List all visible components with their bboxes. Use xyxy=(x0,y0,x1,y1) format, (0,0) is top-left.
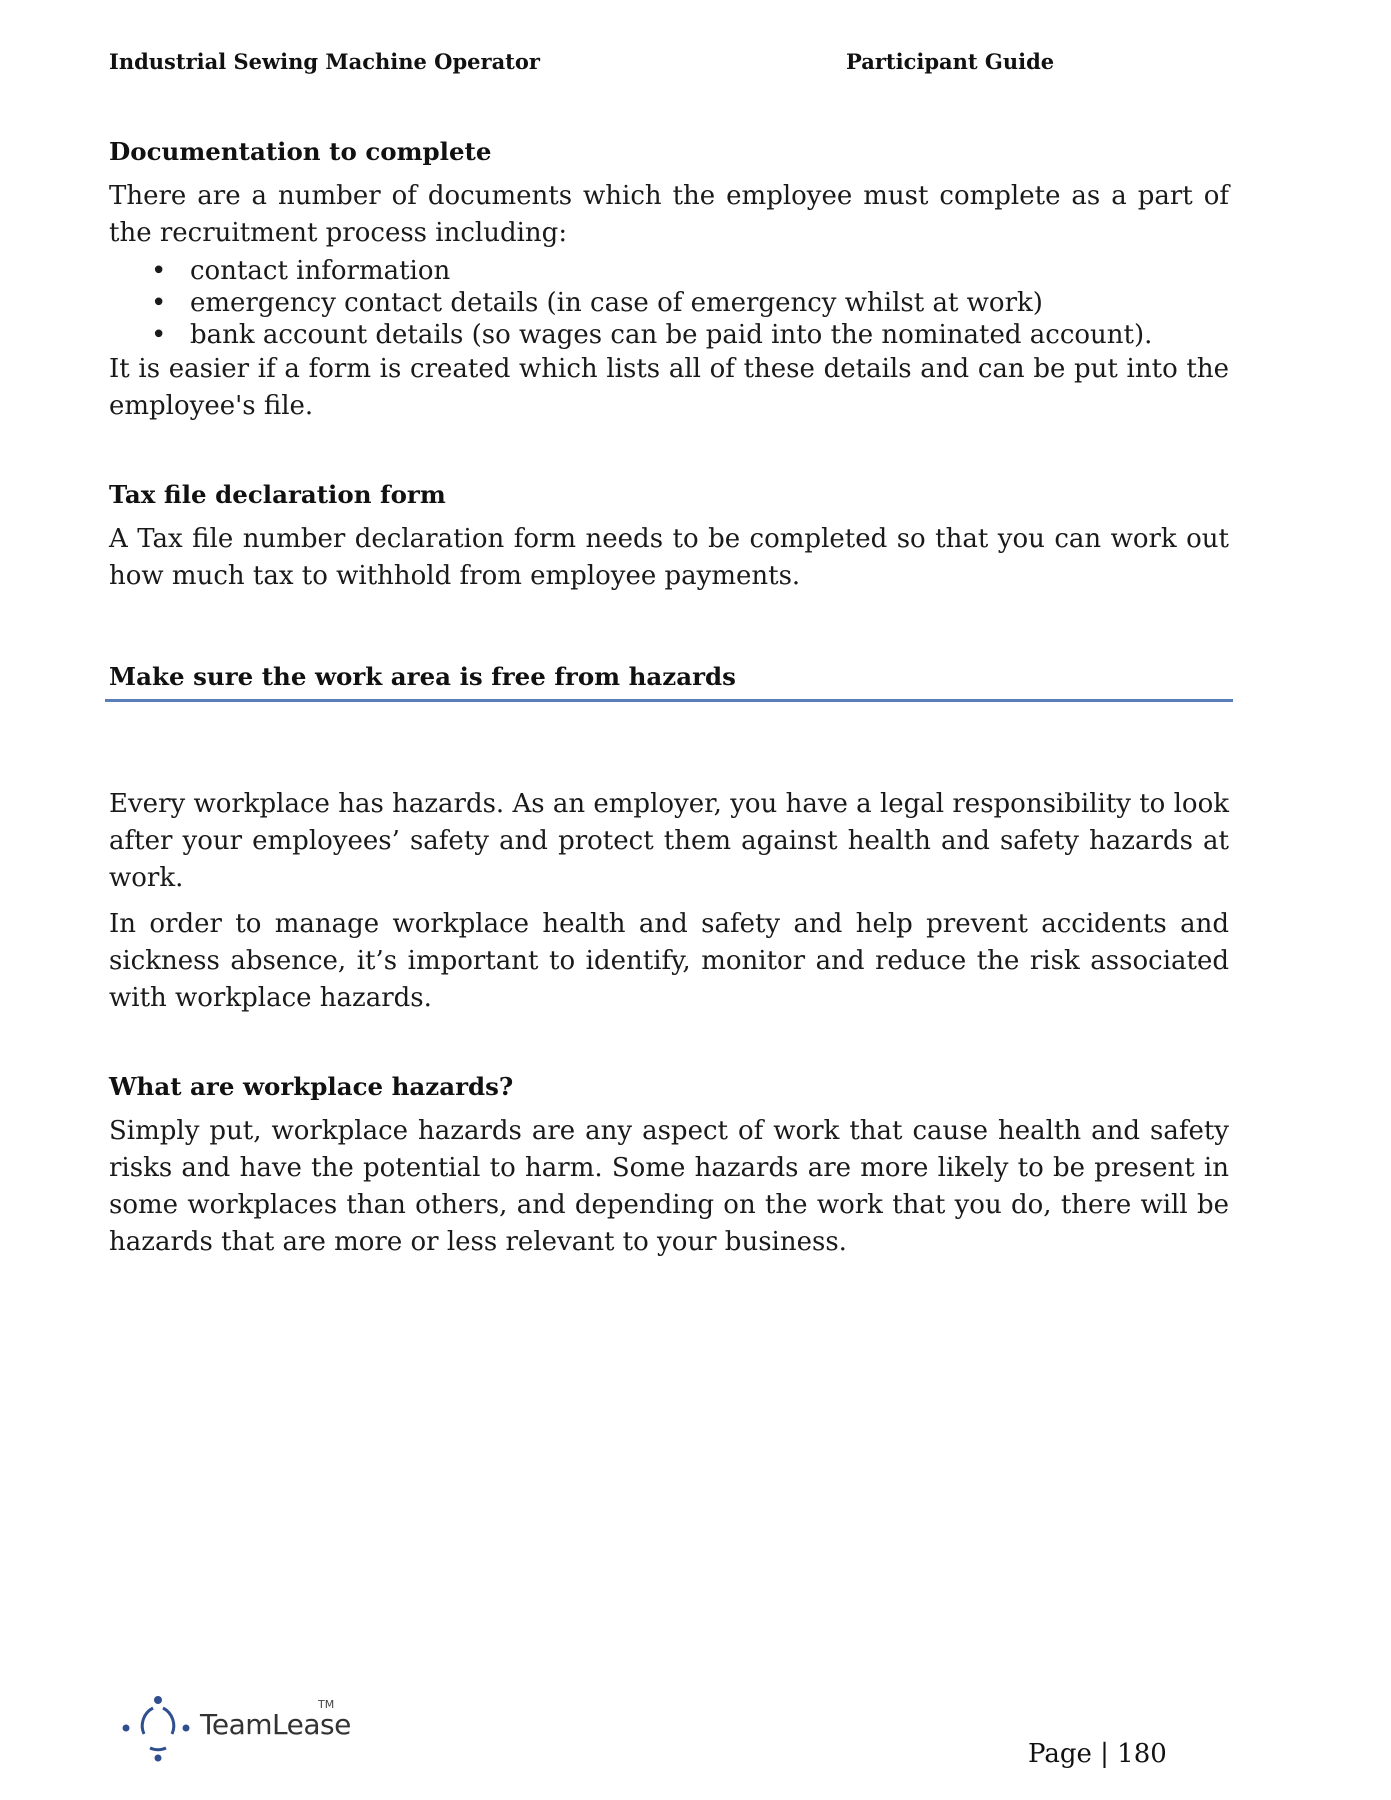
paragraph: Simply put, workplace hazards are any aspect of work that cause health and safety risks and have the potential to harm. Some hazards are more likely to be present in some workplaces than others, and depending on the work that you do, there will be hazards that are more or less relevant to your business. xyxy=(109,1116,1229,1257)
running-header-title: Industrial Sewing Machine Operator xyxy=(109,49,540,74)
section-title: Tax file declaration form xyxy=(109,480,446,509)
running-header-guide: Participant Guide xyxy=(846,49,1055,74)
section-divider xyxy=(105,699,1233,702)
paragraph: In order to manage workplace health and safety and help prevent accidents and sickness absence, it’s important to identify, monitor and reduce the risk associated with workplace hazards. xyxy=(109,909,1229,1013)
paragraph: Every workplace has hazards. As an employer, you have a legal responsibility to look after your employees’ safety and protect them against health and safety hazards at work. xyxy=(109,789,1229,893)
page-number: Page | 180 xyxy=(1028,1739,1167,1769)
list-item: • contact information xyxy=(109,255,1229,287)
page-content xyxy=(109,136,1229,1270)
section-documentation xyxy=(109,136,1229,425)
list-item: • bank account details (so wages can be paid into the nominated account). xyxy=(109,319,1229,351)
logo-mark-icon xyxy=(120,1690,196,1770)
paragraph: It is easier if a form is created which lists all of these details and can be put into the employee's file. xyxy=(109,354,1229,421)
section-what-hazards xyxy=(109,1071,1229,1261)
section-title: Make sure the work area is free from hazards xyxy=(109,662,736,691)
section-tax xyxy=(109,479,1229,595)
section-title: Documentation to complete xyxy=(109,137,492,166)
logo-text: TeamLease xyxy=(200,1708,351,1741)
paragraph: There are a number of documents which the employee must complete as a part of the recruitment process including: xyxy=(109,181,1229,248)
paragraph: A Tax file number declaration form needs to be completed so that you can work out how much tax to withhold from employee payments. xyxy=(109,524,1229,591)
teamlease-logo xyxy=(120,1690,351,1770)
section-title: What are workplace hazards? xyxy=(109,1072,514,1101)
trademark-mark: TM xyxy=(318,1698,335,1711)
bullet-list xyxy=(109,255,1229,351)
section-hazards xyxy=(109,661,1229,1017)
list-item: • emergency contact details (in case of emergency whilst at work) xyxy=(109,287,1229,319)
